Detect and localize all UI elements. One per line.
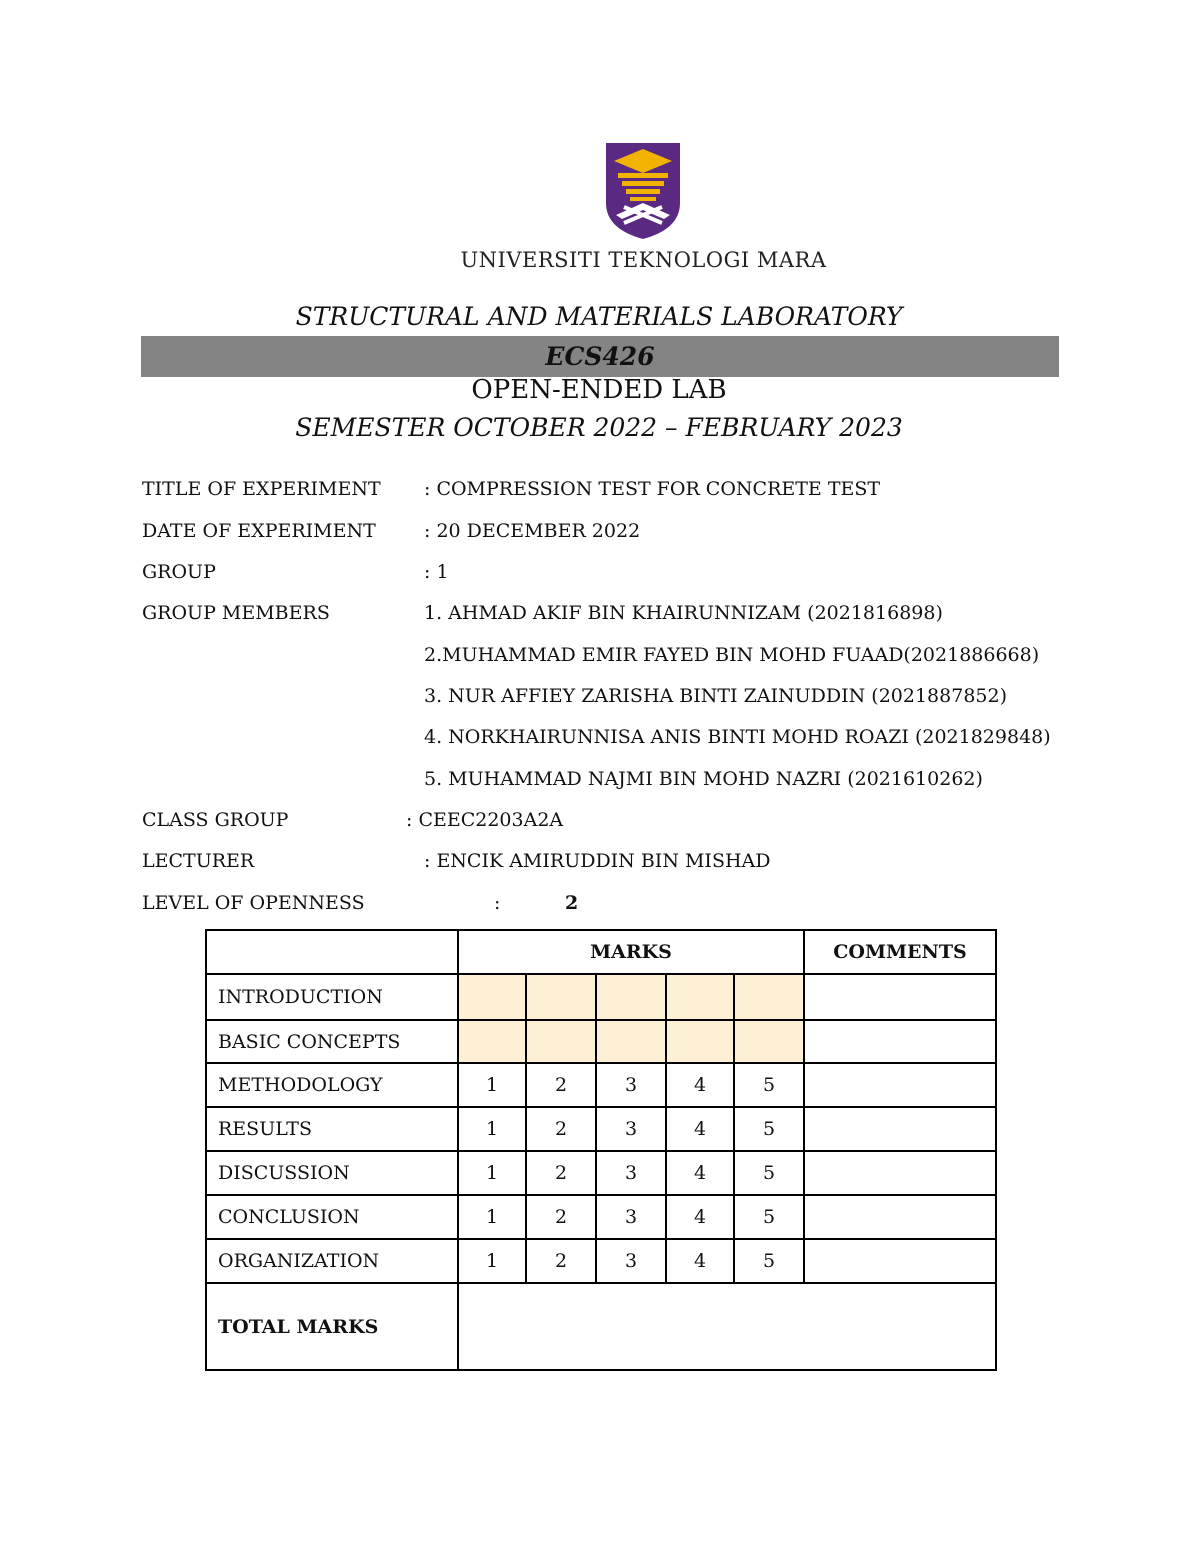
score-cell[interactable]: 3 <box>596 1195 666 1239</box>
score-cell[interactable] <box>526 1020 596 1063</box>
score-cell[interactable]: 3 <box>596 1107 666 1151</box>
table-row <box>206 1195 996 1239</box>
lab-title: STRUCTURAL AND MATERIALS LABORATORY <box>295 302 903 331</box>
score-cell[interactable]: 4 <box>666 1239 734 1283</box>
score-cell[interactable] <box>526 974 596 1020</box>
criterion-name: DISCUSSION <box>206 1151 458 1195</box>
score-cell[interactable]: 1 <box>458 1195 526 1239</box>
title-value: : COMPRESSION TEST FOR CONCRETE TEST <box>424 478 881 500</box>
total-label: TOTAL MARKS <box>206 1283 458 1370</box>
criterion-name: ORGANIZATION <box>206 1239 458 1283</box>
score-cell[interactable]: 5 <box>734 1151 804 1195</box>
table-row <box>206 1151 996 1195</box>
university-name: UNIVERSITI TEKNOLOGI MARA <box>460 248 827 272</box>
lecturer-label: LECTURER <box>142 850 255 872</box>
member-3: 3. NUR AFFIEY ZARISHA BINTI ZAINUDDIN (2021887852) <box>424 685 1007 707</box>
score-cell[interactable]: 3 <box>596 1239 666 1283</box>
uitm-logo <box>604 143 682 239</box>
comment-cell[interactable] <box>804 1239 996 1283</box>
score-cell[interactable]: 4 <box>666 1107 734 1151</box>
score-cell[interactable] <box>596 1020 666 1063</box>
criterion-name: METHODOLOGY <box>206 1063 458 1107</box>
table-row <box>206 1020 996 1063</box>
score-cell[interactable]: 1 <box>458 1151 526 1195</box>
comment-cell[interactable] <box>804 1020 996 1063</box>
group-value: : 1 <box>424 561 449 583</box>
score-cell[interactable]: 3 <box>596 1151 666 1195</box>
score-cell[interactable] <box>734 974 804 1020</box>
comment-cell[interactable] <box>804 1063 996 1107</box>
header-empty-cell <box>206 930 458 974</box>
score-cell[interactable]: 5 <box>734 1195 804 1239</box>
score-cell[interactable]: 1 <box>458 1063 526 1107</box>
comment-cell[interactable] <box>804 1151 996 1195</box>
score-cell[interactable] <box>666 1020 734 1063</box>
marks-header: MARKS <box>458 930 804 974</box>
course-code: ECS426 <box>141 336 1059 377</box>
score-cell[interactable]: 2 <box>526 1195 596 1239</box>
date-value: : 20 DECEMBER 2022 <box>424 520 641 542</box>
score-cell[interactable]: 5 <box>734 1107 804 1151</box>
openness-value: 2 <box>565 892 579 914</box>
total-value-cell[interactable] <box>458 1283 996 1370</box>
comment-cell[interactable] <box>804 974 996 1020</box>
criterion-name: INTRODUCTION <box>206 974 458 1020</box>
table-header-row <box>206 930 996 974</box>
table-row <box>206 1107 996 1151</box>
member-4: 4. NORKHAIRUNNISA ANIS BINTI MOHD ROAZI (2021829848) <box>424 726 1051 748</box>
comment-cell[interactable] <box>804 1107 996 1151</box>
semester: SEMESTER OCTOBER 2022 – FEBRUARY 2023 <box>295 413 903 442</box>
score-cell[interactable] <box>666 974 734 1020</box>
member-5: 5. MUHAMMAD NAJMI BIN MOHD NAZRI (2021610262) <box>424 768 983 790</box>
member-1: 1. AHMAD AKIF BIN KHAIRUNNIZAM (2021816898) <box>424 602 943 624</box>
group-label: GROUP <box>142 561 216 583</box>
score-cell[interactable] <box>458 974 526 1020</box>
score-cell[interactable]: 4 <box>666 1063 734 1107</box>
member-2: 2.MUHAMMAD EMIR FAYED BIN MOHD FUAAD(2021886668) <box>424 644 1040 666</box>
table-row <box>206 1239 996 1283</box>
score-cell[interactable]: 4 <box>666 1195 734 1239</box>
score-cell[interactable] <box>458 1020 526 1063</box>
comment-cell[interactable] <box>804 1195 996 1239</box>
score-cell[interactable]: 2 <box>526 1239 596 1283</box>
members-label: GROUP MEMBERS <box>142 602 330 624</box>
criterion-name: CONCLUSION <box>206 1195 458 1239</box>
score-cell[interactable]: 3 <box>596 1063 666 1107</box>
score-cell[interactable]: 2 <box>526 1151 596 1195</box>
title-label: TITLE OF EXPERIMENT <box>142 478 381 500</box>
lecturer-value: : ENCIK AMIRUDDIN BIN MISHAD <box>424 850 771 872</box>
table-row <box>206 974 996 1020</box>
total-row <box>206 1283 996 1370</box>
date-label: DATE OF EXPERIMENT <box>142 520 376 542</box>
openness-colon: : <box>494 892 501 914</box>
score-cell[interactable]: 5 <box>734 1239 804 1283</box>
openness-label: LEVEL OF OPENNESS <box>142 892 365 914</box>
score-cell[interactable]: 1 <box>458 1107 526 1151</box>
score-cell[interactable]: 2 <box>526 1107 596 1151</box>
class-label: CLASS GROUP <box>142 809 289 831</box>
lab-type: OPEN-ENDED LAB <box>471 375 727 405</box>
criterion-name: BASIC CONCEPTS <box>206 1020 458 1063</box>
table-row <box>206 1063 996 1107</box>
comments-header: COMMENTS <box>804 930 996 974</box>
score-cell[interactable]: 1 <box>458 1239 526 1283</box>
score-cell[interactable]: 4 <box>666 1151 734 1195</box>
score-cell[interactable]: 5 <box>734 1063 804 1107</box>
class-value: : CEEC2203A2A <box>406 809 564 831</box>
criterion-name: RESULTS <box>206 1107 458 1151</box>
score-cell[interactable] <box>596 974 666 1020</box>
score-cell[interactable] <box>734 1020 804 1063</box>
score-cell[interactable]: 2 <box>526 1063 596 1107</box>
marks-table <box>205 929 997 1371</box>
